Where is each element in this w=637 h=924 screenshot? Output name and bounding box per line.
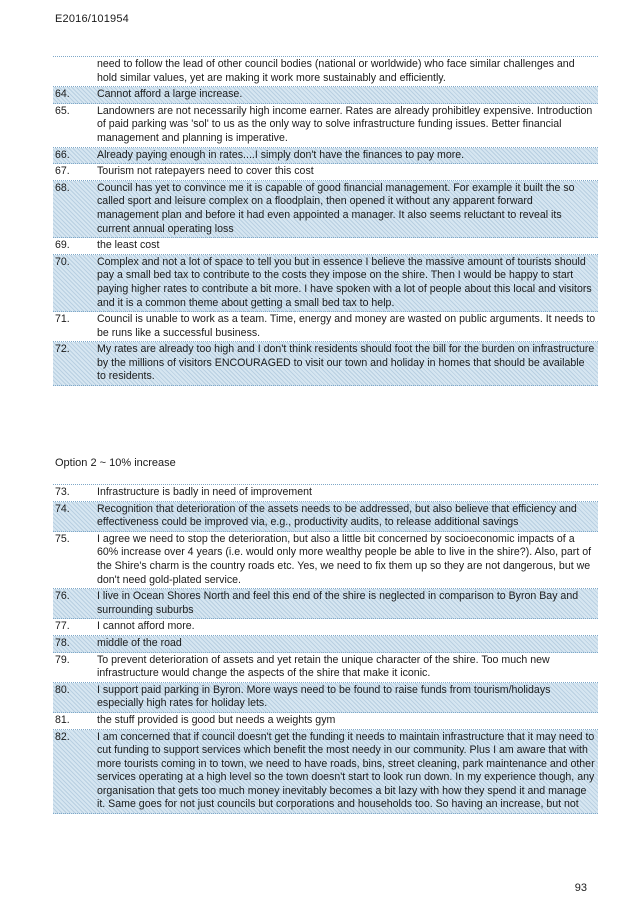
response-number: 74. bbox=[55, 502, 70, 515]
response-row bbox=[53, 342, 598, 386]
response-row bbox=[53, 255, 598, 312]
response-row bbox=[53, 164, 598, 181]
response-text: I agree we need to stop the deterioration, but also a little bit concerned by socioeconomic impacts of a 60% increase over 4 years (i.e. would only more wealthy people be able to live in the shire?). Also, part of the Shire's charm is the country roads etc. Yes, we need to fix them up so they are not dangerous, but we don't need gold-plated service. bbox=[97, 532, 592, 586]
response-text: middle of the road bbox=[97, 636, 182, 649]
response-row bbox=[53, 181, 598, 238]
response-number: 69. bbox=[55, 239, 70, 252]
response-number: 64. bbox=[55, 88, 70, 101]
response-row bbox=[53, 502, 598, 532]
response-text: Council has yet to convince me it is capable of good financial management. For example it built the so called sport and leisure complex on a floodplain, then opened it without any apparent forward management plan and before it had even appointed a manager. It also seems reluctant to reveal its current annual operating loss bbox=[97, 181, 575, 235]
response-text: Council is unable to work as a team. Time, energy and money are wasted on public arguments. It needs to be runs like a successful business. bbox=[97, 313, 596, 339]
response-row bbox=[53, 238, 598, 255]
response-number: 79. bbox=[55, 653, 70, 666]
response-text: Recognition that deterioration of the assets needs to be addressed, but also believe that efficiency and effectiveness could be improved via, e.g., productivity audits, to release additional savings bbox=[97, 502, 577, 529]
response-row bbox=[53, 484, 598, 502]
response-number: 81. bbox=[55, 713, 70, 726]
response-number: 75. bbox=[55, 532, 70, 545]
response-text: Landowners are not necessarily high income earner. Rates are already prohibitley expensive. Introduction of paid parking was 'sol' to us as the only way to solve infrastructure funding issues. Better financial management and planning is imperative. bbox=[97, 104, 593, 144]
response-text: To prevent deterioration of assets and yet retain the unique character of the shire. Too much new infrastructure would change the aspects of the shire that make it iconic. bbox=[97, 653, 550, 680]
response-number: 67. bbox=[55, 165, 70, 178]
response-row bbox=[53, 619, 598, 636]
response-text: I live in Ocean Shores North and feel this end of the shire is neglected in comparison to Byron Bay and surrounding suburbs bbox=[97, 590, 579, 616]
response-number: 70. bbox=[55, 255, 70, 268]
document-reference: E2016/101954 bbox=[55, 13, 129, 25]
response-row bbox=[53, 730, 598, 815]
response-number: 72. bbox=[55, 343, 70, 356]
response-number: 77. bbox=[55, 620, 70, 633]
response-text: Cannot afford a large increase. bbox=[97, 88, 243, 101]
responses-table-option-2 bbox=[53, 484, 598, 814]
response-text: My rates are already too high and I don't think residents should foot the bill for the burden on infrastructure by the millions of visitors ENCOURAGED to visit our town and holiday in homes that should be available to residents. bbox=[97, 343, 595, 383]
response-number: 65. bbox=[55, 104, 70, 117]
responses-table-option-1 bbox=[53, 56, 598, 386]
response-text: the least cost bbox=[97, 239, 160, 252]
response-row bbox=[53, 312, 598, 342]
response-number: 82. bbox=[55, 730, 70, 743]
response-text: Complex and not a lot of space to tell you but in essence I believe the massive amount of tourists should pay a small bed tax to contribute to the costs they impose on the shire. Then I would be happy to start paying higher rates to contribute a bit more. I have spoken with a lot of people about this local and visitors and it is a common theme about getting a small bed tax to help. bbox=[97, 255, 592, 309]
response-row bbox=[53, 148, 598, 165]
response-text: Tourism not ratepayers need to cover this cost bbox=[97, 165, 314, 178]
response-row bbox=[53, 713, 598, 730]
response-text: I support paid parking in Byron. More ways need to be found to raise funds from tourism/holidays especially high rates for holiday lets. bbox=[97, 683, 551, 710]
response-row bbox=[53, 532, 598, 589]
response-row bbox=[53, 56, 598, 87]
response-text: I cannot afford more. bbox=[97, 620, 195, 633]
response-row bbox=[53, 87, 598, 104]
response-number: 76. bbox=[55, 590, 70, 603]
response-number: 68. bbox=[55, 181, 70, 194]
response-row bbox=[53, 683, 598, 713]
response-row bbox=[53, 589, 598, 619]
response-row bbox=[53, 636, 598, 653]
response-row bbox=[53, 653, 598, 683]
response-text: Infrastructure is badly in need of improvement bbox=[97, 486, 312, 498]
response-number: 78. bbox=[55, 636, 70, 649]
response-number: 71. bbox=[55, 313, 70, 326]
response-number bbox=[55, 58, 97, 85]
page-number: 93 bbox=[574, 882, 587, 894]
section-heading: Option 2 ~ 10% increase bbox=[55, 457, 176, 469]
response-text: Already paying enough in rates....I simply don't have the finances to pay more. bbox=[97, 148, 465, 161]
response-number: 66. bbox=[55, 148, 70, 161]
response-text: I am concerned that if council doesn't get the funding it needs to maintain infrastructure that it may need to cut funding to support services which benefit the most needy in our community. Plus I am aware that with more tourists coming in to town, we need to have roads, bins, street cleaning, park maintenance and other services operating at a high level so the town doesn't start to look run down. In my experience though, any organisation that gets too much money inevitably becomes a bit lazy with how they spend it and manage it. Same goes for not just councils but corporations and households too. So having an increase, but not bbox=[97, 730, 595, 811]
response-number: 80. bbox=[55, 683, 70, 696]
response-number: 73. bbox=[55, 486, 70, 498]
response-row bbox=[53, 104, 598, 148]
response-text: the stuff provided is good but needs a weights gym bbox=[97, 713, 336, 726]
response-text: need to follow the lead of other council bodies (national or worldwide) who face similar challenges and hold similar values, yet are making it work more sustainably and efficiently. bbox=[97, 58, 575, 84]
